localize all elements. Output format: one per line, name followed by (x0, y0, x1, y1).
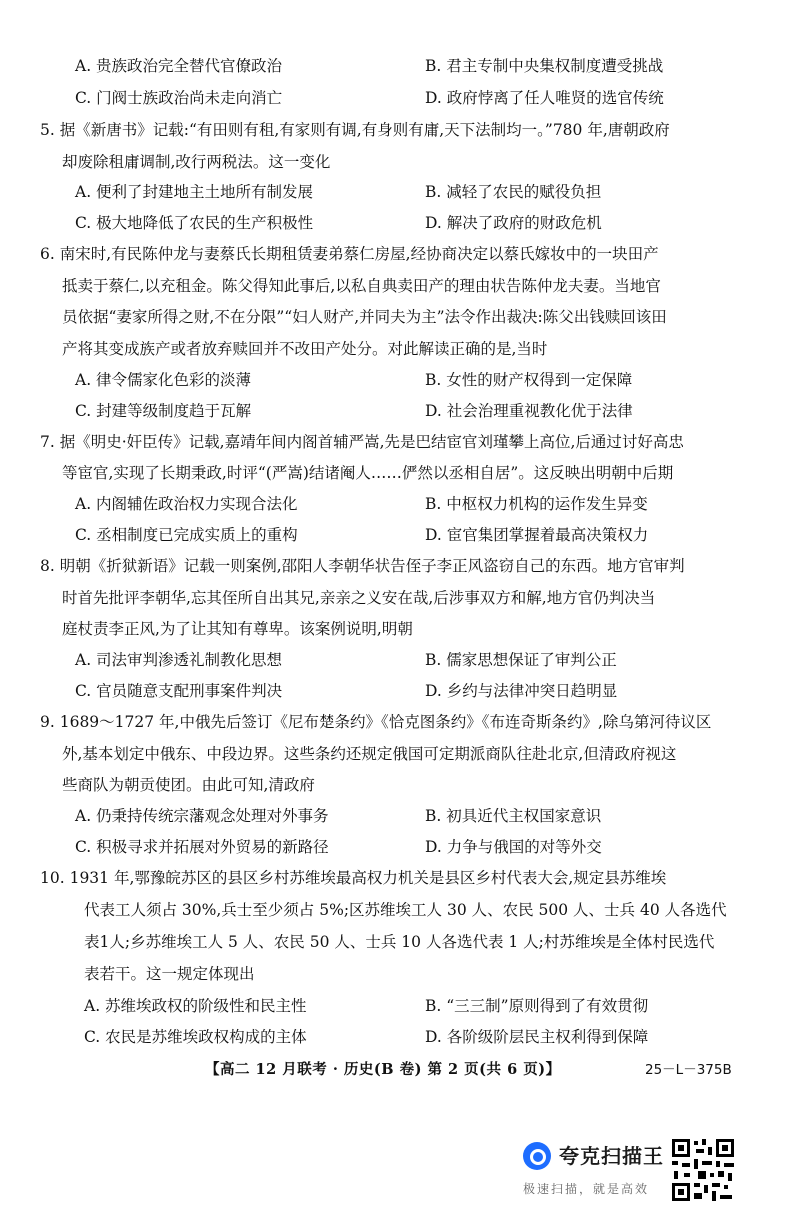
q4-option-d: D. 政府悖离了任人唯贤的选官传统 (425, 89, 664, 107)
q6-option-a: A. 律令儒家化色彩的淡薄 (75, 371, 252, 389)
scanner-watermark (523, 1140, 673, 1200)
q6-stem-line-1: 6. 南宋时,有民陈仲龙与妻蔡氏长期租赁妻弟蔡仁房屋,经协商决定以蔡氏嫁妆中的一块田产 (40, 245, 659, 263)
q4-option-c: C. 门阀士族政治尚未走向消亡 (75, 89, 283, 107)
q7-options-row-2 (75, 523, 755, 549)
q7-stem-line-1: 7. 据《明史·奸臣传》记载,嘉靖年间内阁首辅严嵩,先是巴结宦官刘瑾攀上高位,后通过讨好高忠 (40, 433, 684, 451)
q8-stem-line-3: 庭杖责李正风,为了让其知有尊卑。该案例说明,明朝 (62, 620, 413, 638)
q10-options-row-2 (84, 1025, 754, 1051)
q5-options-row-1 (75, 180, 755, 206)
brand-name: 夸克扫描王 (559, 1144, 664, 1168)
q9-options-row-1 (75, 804, 755, 830)
q10-stem-line-4: 表若干。这一规定体现出 (84, 965, 255, 983)
q10-option-c: C. 农民是苏维埃政权构成的主体 (84, 1028, 307, 1046)
q9-stem-line-2: 外,基本划定中俄东、中段边界。这些条约还规定俄国可定期派商队往赴北京,但清政府视这 (62, 745, 677, 763)
q10-stem-line-1: 10. 1931 年,鄂豫皖苏区的县区乡村苏维埃最高权力机关是县区乡村代表大会,规定县苏维埃 (40, 869, 667, 887)
q10-options-row-1 (84, 994, 754, 1020)
q7-stem-line-2: 等宦官,实现了长期秉政,时评“(严嵩)结诸阉人……俨然以丞相自居”。这反映出明朝中后期 (62, 464, 674, 482)
q10-option-b: B. “三三制”原则得到了有效贯彻 (425, 997, 649, 1015)
q4-options-row-1 (75, 54, 755, 80)
q9-stem-line-3: 些商队为朝贡使团。由此可知,清政府 (62, 776, 315, 794)
q9-option-d: D. 力争与俄国的对等外交 (425, 838, 602, 856)
footer-exam-code: 25－L－375B (645, 1062, 732, 1078)
q4-options-row-2 (75, 86, 755, 112)
q8-option-a: A. 司法审判渗透礼制教化思想 (75, 651, 283, 669)
q4-option-b: B. 君主专制中央集权制度遭受挑战 (425, 57, 664, 75)
brand-slogan: 极速扫描，就是高效 (523, 1182, 650, 1196)
q5-stem-line-2: 却废除租庸调制,改行两税法。这一变化 (62, 153, 331, 171)
q9-option-c: C. 积极寻求并拓展对外贸易的新路径 (75, 838, 329, 856)
q8-stem-line-1: 8. 明朝《折狱新语》记载一则案例,邵阳人李朝华状告侄子李正风盗窃自己的东西。地方官审判 (40, 557, 685, 575)
q10-option-d: D. 各阶级阶层民主权利得到保障 (425, 1028, 649, 1046)
q8-option-d: D. 乡约与法律冲突日趋明显 (425, 682, 618, 700)
q6-option-b: B. 女性的财产权得到一定保障 (425, 371, 633, 389)
q5-options-row-2 (75, 211, 755, 237)
q9-options-row-2 (75, 835, 755, 861)
q5-option-b: B. 减轻了农民的赋役负担 (425, 183, 602, 201)
q6-options-row-2 (75, 399, 755, 425)
q6-option-c: C. 封建等级制度趋于瓦解 (75, 402, 252, 420)
q6-option-d: D. 社会治理重视教化优于法律 (425, 402, 633, 420)
q10-option-a: A. 苏维埃政权的阶级性和民主性 (84, 997, 307, 1015)
q7-option-d: D. 宦官集团掌握着最高决策权力 (425, 526, 649, 544)
q9-stem-line-1: 9. 1689～1727 年,中俄先后签订《尼布楚条约》《恰克图条约》《布连奇斯条约》,除乌第河待议区 (40, 713, 712, 731)
q8-stem-line-2: 时首先批评李朝华,忘其侄所自出其兄,亲亲之义安在哉,后涉事双方和解,地方官仍判决当 (62, 589, 656, 607)
q5-stem-line-1: 5. 据《新唐书》记载:“有田则有租,有家则有调,有身则有庸,天下法制均一。”780 年,唐朝政府 (40, 121, 670, 139)
q10-stem-line-3: 表1人;乡苏维埃工人 5 人、农民 50 人、士兵 10 人各选代表 1 人;村苏维埃是全体村民选代 (84, 933, 715, 951)
q8-options-row-2 (75, 679, 755, 705)
q6-options-row-1 (75, 368, 755, 394)
quark-logo-icon (523, 1142, 551, 1170)
q8-option-b: B. 儒家思想保证了审判公正 (425, 651, 617, 669)
q6-stem-line-3: 员依据“妻家所得之财,不在分限”“妇人财产,并同夫为主”法令作出裁决:陈父出钱赎回该田 (62, 308, 667, 326)
q7-option-c: C. 丞相制度已完成实质上的重构 (75, 526, 298, 544)
q5-option-c: C. 极大地降低了农民的生产积极性 (75, 214, 314, 232)
q9-option-b: B. 初具近代主权国家意识 (425, 807, 602, 825)
q6-stem-line-2: 抵卖于蔡仁,以充租金。陈父得知此事后,以私自典卖田产的理由状告陈仲龙夫妻。当地官 (62, 277, 661, 295)
q7-option-b: B. 中枢权力机构的运作发生异变 (425, 495, 648, 513)
q8-option-c: C. 官员随意支配刑事案件判决 (75, 682, 283, 700)
qr-code-icon (670, 1137, 736, 1203)
q7-option-a: A. 内阁辅佐政治权力实现合法化 (75, 495, 298, 513)
footer-page-info: 【高二 12 月联考 · 历史(B 卷) 第 2 页(共 6 页)】 (205, 1061, 561, 1078)
q9-option-a: A. 仍秉持传统宗藩观念处理对外事务 (75, 807, 329, 825)
q5-option-d: D. 解决了政府的财政危机 (425, 214, 602, 232)
q5-option-a: A. 便利了封建地主土地所有制发展 (75, 183, 314, 201)
q4-option-a: A. 贵族政治完全替代官僚政治 (75, 57, 283, 75)
q10-stem-line-2: 代表工人须占 30%,兵士至少须占 5%;区苏维埃工人 30 人、农民 500 人、士兵 40 人各选代 (84, 901, 727, 919)
q6-stem-line-4: 产将其变成族产或者放弃赎回并不改田产处分。对此解读正确的是,当时 (62, 340, 548, 358)
q8-options-row-1 (75, 648, 755, 674)
page-footer (0, 1058, 794, 1084)
q7-options-row-1 (75, 492, 755, 518)
